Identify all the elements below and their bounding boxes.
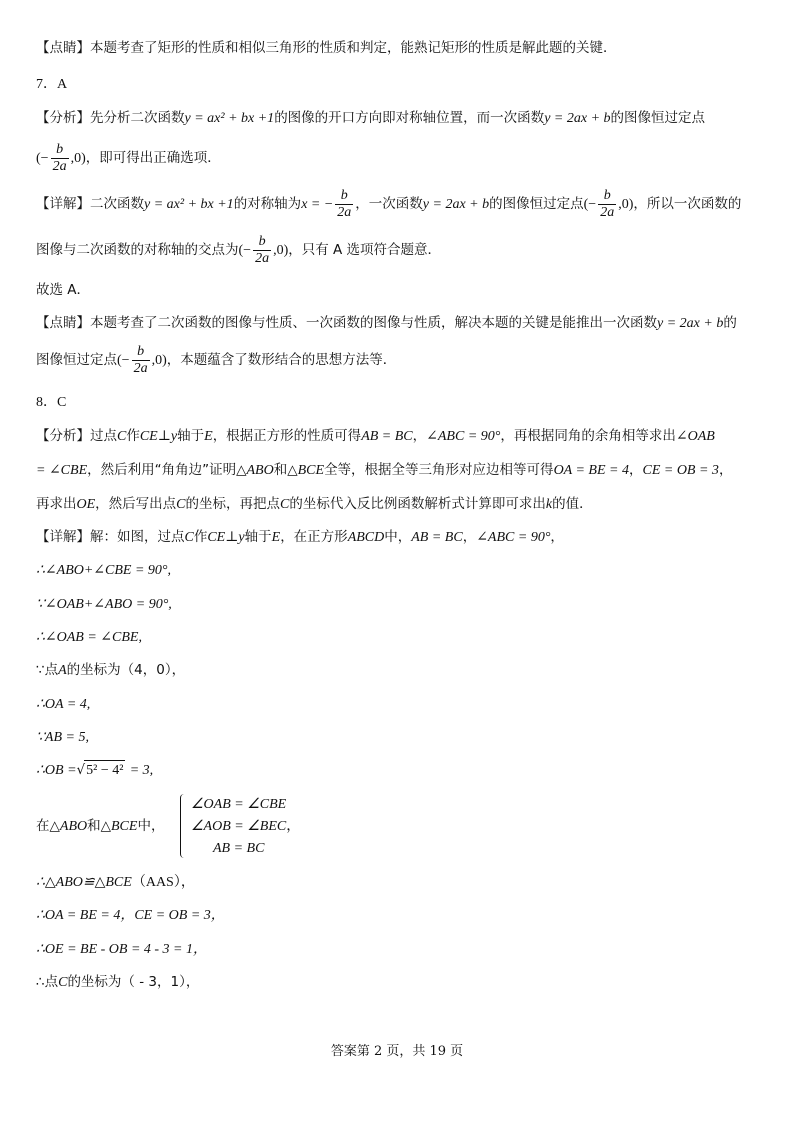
text: ，本题蕴含了数形结合的思想方法等． (166, 352, 397, 368)
text: ， (462, 529, 477, 545)
text: 轴于 (177, 428, 205, 444)
text-line (36, 627, 142, 648)
text: 的图像恒过定点 (489, 196, 584, 212)
math-expr: ∴OB = (36, 763, 77, 778)
system-line (191, 816, 300, 838)
text: 全等，根据全等三角形对应边相等可得 (324, 462, 554, 478)
math-expr: CE⊥y (207, 530, 245, 545)
text-line (36, 727, 89, 748)
text: ∴点 (36, 974, 59, 990)
denominator: 2a (133, 360, 148, 376)
text: ，即可得出正确选项． (85, 150, 221, 166)
math-expr: = 3, (129, 763, 154, 778)
text-line (36, 494, 593, 515)
text: ， (550, 529, 564, 545)
page-footer: 答案第 2 页，共 19 页 (330, 1044, 464, 1059)
text: 的对称轴为 (233, 196, 302, 212)
math-expr: CE⊥y (139, 429, 178, 444)
system-line: ∠OAB = ∠CBE (191, 797, 287, 812)
text: 作 (126, 428, 140, 444)
numerator: b (603, 187, 611, 203)
text: 的坐标为（4，0）， (66, 662, 186, 678)
text: ，一次函数 (355, 196, 423, 212)
text: 的值． (552, 496, 593, 512)
text-line (36, 460, 732, 481)
text: 轴于 (244, 529, 272, 545)
text: 再求出 (36, 496, 77, 512)
text: 的图像的开口方向即对称轴位置，而一次函数 (274, 110, 545, 126)
text-line (36, 313, 737, 334)
math-expr: ∠ABC = 90° (476, 530, 551, 545)
text: ，在正方形 (280, 529, 348, 545)
math-expr: ∵∠OAB+∠ABO = 90°, (36, 597, 172, 612)
text: 的坐标，再把点 (185, 496, 281, 512)
text-line (36, 905, 225, 926)
text: 【分析】先分析二次函数 (36, 110, 185, 126)
system-line: AB = BC (213, 841, 265, 856)
text-line (36, 140, 221, 177)
math-expr: = ∠CBE (36, 463, 88, 478)
math-expr: (− (36, 151, 49, 166)
text: 作 (193, 529, 208, 545)
math-expr: A (58, 663, 67, 678)
numerator: b (56, 141, 64, 157)
text-line (36, 342, 396, 379)
denominator: 2a (255, 250, 270, 266)
fraction (132, 344, 150, 377)
text: 的坐标代入反比例函数解析式计算即可求出 (289, 496, 546, 512)
math-expr: ∠AOB = ∠BEC (191, 819, 287, 834)
math-expr: ABO (246, 463, 274, 478)
text-line (36, 527, 564, 548)
text: ， (412, 428, 427, 444)
text-line (36, 108, 705, 129)
text-line (36, 972, 199, 993)
text: 图像恒过定点 (36, 352, 117, 368)
text: ∵点 (36, 662, 59, 678)
text: 和△ (87, 818, 111, 834)
text: 图像与二次函数的对称轴的交点为 (36, 242, 239, 258)
math-expr: ,0) (70, 151, 86, 166)
math-expr: ∴∠OAB = ∠CBE, (36, 630, 142, 645)
text: ，然后利用“角角边”证明△ (87, 462, 247, 478)
text: 【分析】过点 (36, 428, 117, 444)
text: 7．A (36, 77, 68, 92)
text: ， (628, 462, 643, 478)
math-expr: BCE (111, 819, 138, 834)
math-expr: ∠OAB (675, 429, 715, 444)
math-expr: C (184, 530, 194, 545)
fraction (335, 188, 353, 221)
math-expr: (− (117, 353, 130, 368)
math-expr: ABO (59, 819, 88, 834)
math-expr: BCE (297, 463, 325, 478)
text: ，然后写出点 (95, 496, 177, 512)
denominator: 2a (52, 158, 67, 174)
math-expr: CE = OB = 3 (642, 463, 719, 478)
text: 8．C (36, 395, 67, 410)
text-line (36, 560, 171, 581)
text: ，根据正方形的性质可得 (212, 428, 362, 444)
numerator: b (137, 343, 145, 359)
question-number (36, 392, 66, 413)
math-expr: ∴OE = BE - OB = 4 - 3 = 1， (36, 942, 208, 957)
text-line (36, 660, 185, 681)
text-line: ∴OB =√5² − 4² = 3, (36, 760, 153, 781)
text-line (36, 186, 741, 223)
math-expr: ∴△ABO≌△BCE (36, 875, 132, 890)
math-expr: (− (238, 243, 252, 258)
math-expr: ∴OA = BE = 4，CE = OB = 3， (36, 908, 225, 923)
math-expr: ∵AB = 5, (36, 730, 89, 745)
text: 【点睛】本题考查了矩形的性质和相似三角形的性质和判定，能熟记矩形的性质是解此题的关键． (36, 40, 617, 56)
text: 的图像恒过定点 (610, 110, 706, 126)
math-expr: OA = BE = 4 (553, 463, 629, 478)
text-line (36, 38, 617, 58)
math-expr: OE (76, 497, 96, 512)
math-expr: AB = BC (361, 429, 413, 444)
text: 【点睛】本题考查了二次函数的图像与性质、一次函数的图像与性质，解决本题的关键是能推出一次函数 (36, 315, 657, 331)
equation-system (180, 794, 300, 858)
text: 【详解】解：如图，过点 (36, 529, 185, 545)
math-expr: E (271, 530, 281, 545)
math-expr: y = 2ax + b (422, 197, 490, 212)
text-line (36, 939, 207, 960)
math-expr: C (280, 497, 290, 512)
fraction (598, 188, 616, 221)
math-expr: ∠ABC = 90° (426, 429, 501, 444)
fraction (51, 142, 69, 175)
math-expr: y = ax² + bx +1 (184, 111, 275, 126)
text-line (36, 280, 90, 300)
text-line (36, 872, 195, 893)
text: 的坐标为（ - 3，1）， (67, 974, 200, 990)
math-expr: (− (583, 197, 597, 212)
text-line (36, 816, 164, 837)
fraction (253, 234, 271, 267)
math-expr: ABCD (347, 530, 385, 545)
text: 中， (384, 529, 412, 545)
text: （AAS）， (131, 875, 195, 890)
text: 中， (137, 818, 165, 834)
text: ， (718, 462, 733, 478)
math-expr: y = 2ax + b (657, 316, 724, 331)
denominator: 2a (600, 204, 615, 220)
sqrt-expr: 5² − 4² (84, 760, 125, 781)
math-expr: y = ax² + bx +1 (144, 197, 234, 212)
text: 和△ (273, 462, 298, 478)
text: ，所以一次函数的 (633, 196, 742, 212)
math-expr: C (117, 429, 127, 444)
text: 的 (723, 315, 737, 331)
math-expr: y = 2ax + b (544, 111, 611, 126)
text: ，再根据同角的余角相等求出 (500, 428, 676, 444)
text: 在△ (36, 818, 60, 834)
math-expr: k (545, 497, 553, 512)
math-expr: ,0) (151, 353, 167, 368)
math-expr: ∴OA = 4, (36, 697, 91, 712)
math-expr: C (58, 975, 68, 990)
math-expr: C (176, 497, 186, 512)
text-line (36, 594, 172, 615)
text: 【详解】二次函数 (36, 196, 144, 212)
math-expr: E (204, 429, 213, 444)
text-line (36, 694, 90, 715)
text: ， (286, 819, 301, 834)
question-number (36, 74, 67, 95)
denominator: 2a (337, 204, 352, 220)
math-expr: ,0) (618, 197, 634, 212)
math-expr: AB = BC (411, 530, 463, 545)
math-expr: x = − (301, 197, 334, 212)
text: 故选 A． (36, 282, 91, 298)
text-line (36, 232, 441, 269)
math-expr: ,0) (273, 243, 289, 258)
text: ，只有 A 选项符合题意． (288, 242, 442, 258)
math-expr: ∴∠ABO+∠CBE = 90°, (36, 563, 172, 578)
numerator: b (258, 233, 266, 249)
numerator: b (340, 187, 348, 203)
text-line (36, 426, 715, 447)
